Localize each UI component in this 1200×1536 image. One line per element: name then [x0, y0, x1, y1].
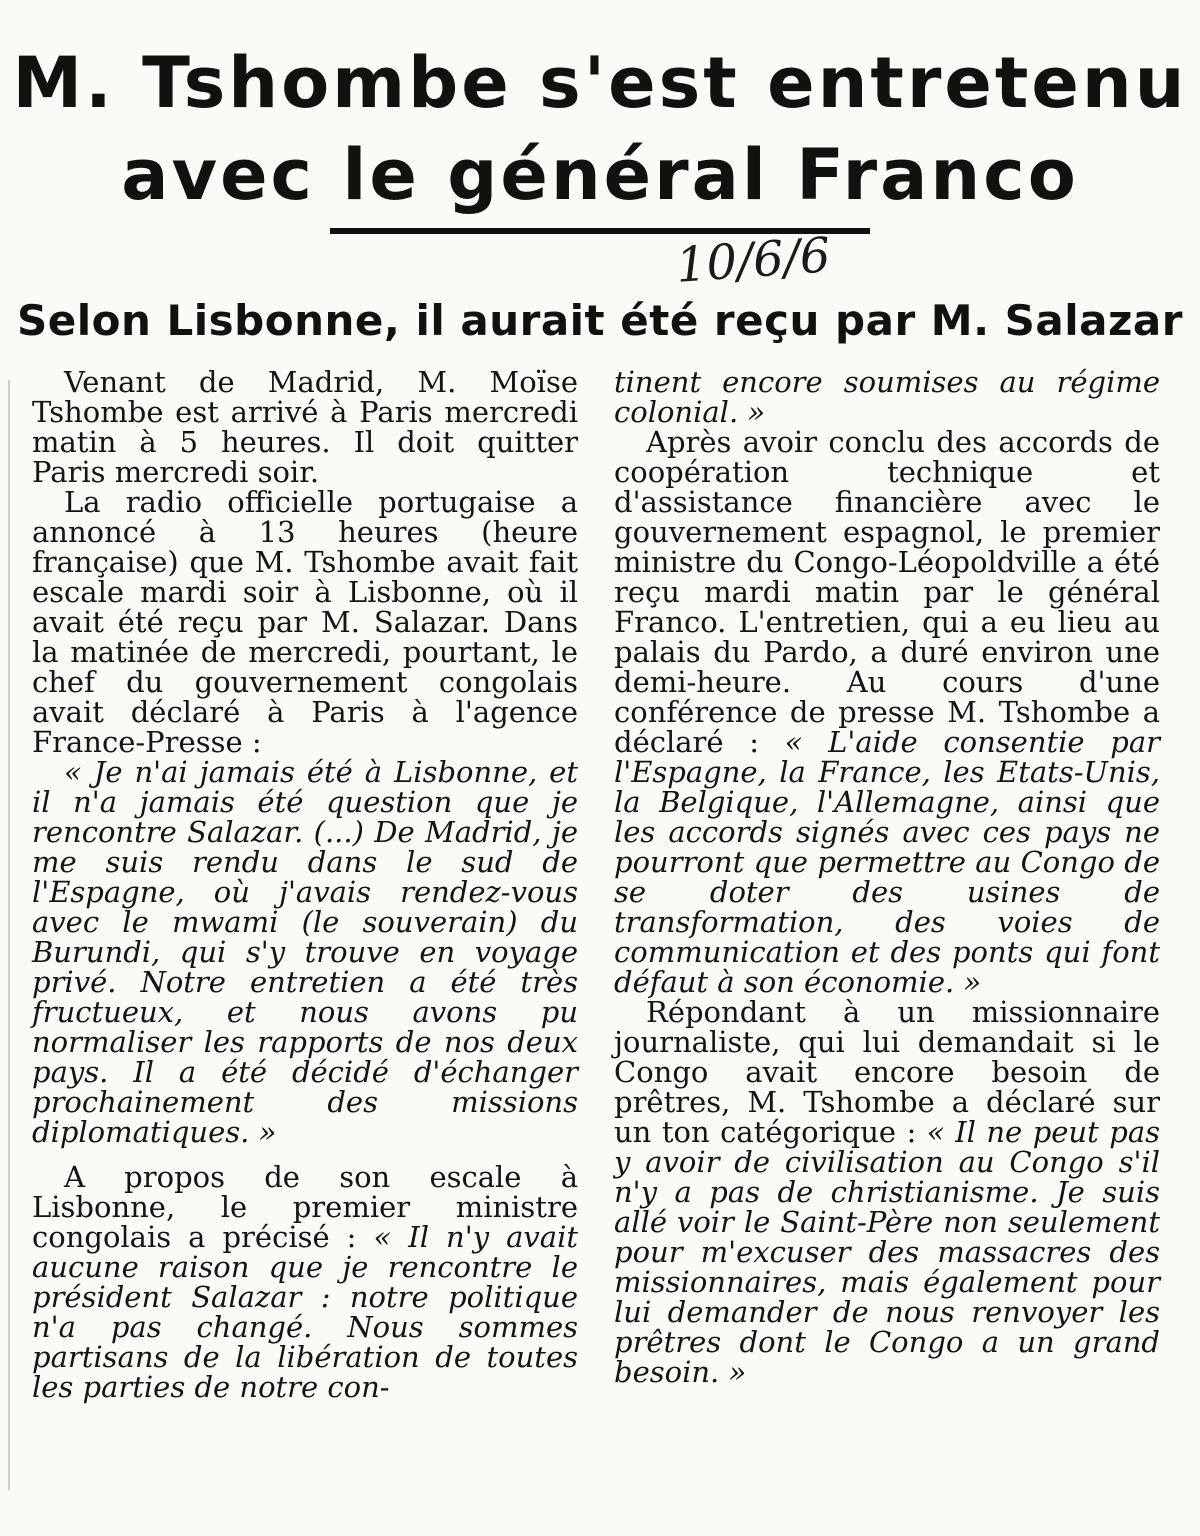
handwritten-date: 10/6/6	[674, 227, 833, 294]
franco-lead: Après avoir conclu des accords de coopération technique et d'assistance financière avec le gouvernement espagnol, le premier ministre du Congo-Léopoldville a été reçu mardi matin par le général Franco. L'entretien, qui a eu lieu au palais du Pardo, a duré environ une demi-heure. Au cours d'une conférence de presse M. Tshombe a déclaré :	[614, 425, 1160, 759]
paragraph-radio: La radio officielle portugaise a annoncé à 13 heures (heure française) que M. Tshombe avait fait escale mardi soir à Lisbonne, où il avait été reçu par M. Salazar. Dans la matinée de mercredi, pourtant, le chef du gouvernement congolais avait déclaré à Paris à l'agence France-Presse :	[32, 485, 578, 759]
missionary-quote: « Il ne peut pas y avoir de civilisation au Congo s'il n'y a pas de christianisme. Je suis allé voir le Saint-Père non seulement pour m'excuser des massacres des missionnaires, mais également pour lui demander de nous renvoyer les prêtres dont le Congo a un grand besoin. »	[614, 1115, 1161, 1389]
margin-line	[8, 380, 10, 1490]
quote-continuation: tinent encore soumises au régime colonial. »	[614, 365, 1160, 429]
paragraph-lisbon-stopover	[32, 1162, 578, 1402]
paragraph-arrival: Venant de Madrid, M. Moïse Tshombe est arrivé à Paris mercredi matin à 5 heures. Il doit quitter Paris mercredi soir.	[32, 365, 578, 489]
lisbon-quote: « Il n'y avait aucune raison que je rencontre le président Salazar : notre politique n'a pas changé. Nous sommes partisans de la libération de toutes les parties de notre con-	[32, 1220, 579, 1404]
franco-quote: « L'aide consentie par l'Espagne, la France, les Etats-Unis, la Belgique, l'Allemagne, ainsi que les accords signés avec ces pays ne pourront que permettre au Congo de se doter des usines de transformation, des voies de communication et des ponts qui font défaut à son économie. »	[614, 725, 1161, 999]
missionary-lead: Répondant à un missionnaire journaliste, qui lui demandait si le Congo avait encore besoin de prêtres, M. Tshombe a déclaré sur un ton catégorique :	[614, 995, 1160, 1149]
subheadline: Selon Lisbonne, il aurait été reçu par M. Salazar	[17, 296, 1183, 345]
headline-line-2: avec le général Franco	[121, 134, 1079, 216]
headline-line-1: M. Tshombe s'est entretenu	[12, 42, 1188, 124]
lisbon-lead: A propos de son escale à Lisbonne, le premier ministre congolais a précisé :	[32, 1160, 578, 1254]
right-column	[614, 367, 1160, 1387]
paragraph-franco-meeting	[614, 427, 1160, 997]
left-column	[32, 367, 578, 1402]
quote-tshombe-denial: « Je n'ai jamais été à Lisbonne, et il n'a jamais été question que je rencontre Salazar. (...) De Madrid, je me suis rendu dans le sud de l'Espagne, où j'avais rendez-vous avec le mwami (le souverain) du Burundi, qui s'y trouve en voyage privé. Notre entretien a été très fructueux, et nous avons pu normaliser les rapports de nos deux pays. Il a été décidé d'échanger prochainement des missions diplomatiques. »	[32, 755, 578, 1149]
paragraph-missionary	[614, 997, 1160, 1387]
